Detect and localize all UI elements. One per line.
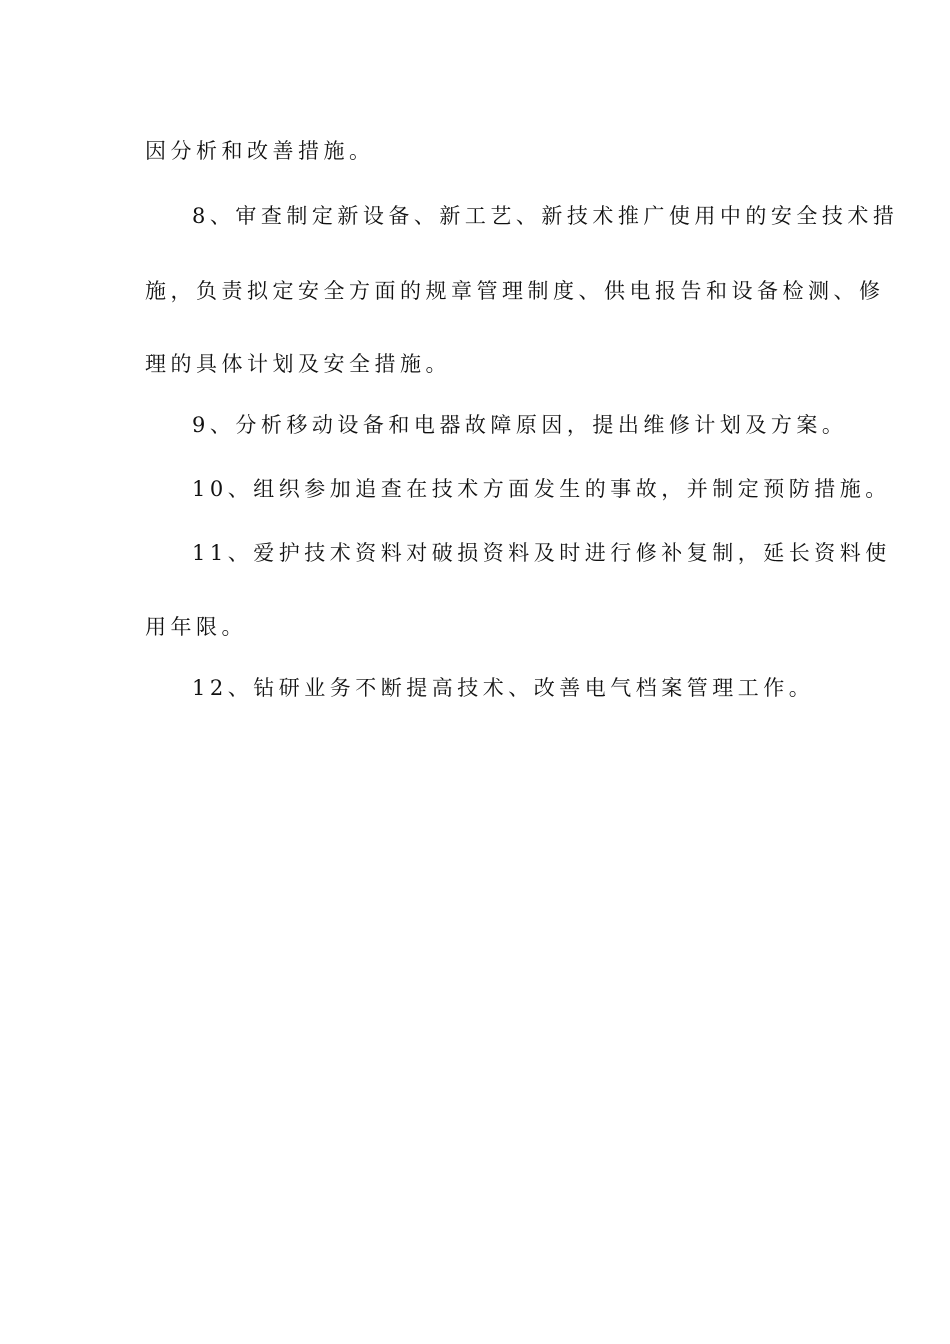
paragraph-line: 理的具体计划及安全措施。 <box>145 352 451 376</box>
paragraph-line: 9、分析移动设备和电器故障原因，提出维修计划及方案。 <box>192 413 848 437</box>
paragraph-line: 8、审查制定新设备、新工艺、新技术推广使用中的安全技术措 <box>192 204 899 228</box>
paragraph-line: 10、组织参加追查在技术方面发生的事故，并制定预防措施。 <box>192 477 891 501</box>
paragraph-line: 施，负责拟定安全方面的规章管理制度、供电报告和设备检测、修 <box>145 279 885 303</box>
paragraph-line: 用年限。 <box>145 615 247 639</box>
paragraph-line: 11、爱护技术资料对破损资料及时进行修补复制，延长资料使 <box>192 541 891 565</box>
paragraph-line: 12、钻研业务不断提高技术、改善电气档案管理工作。 <box>192 676 815 700</box>
paragraph-line: 因分析和改善措施。 <box>145 139 375 163</box>
